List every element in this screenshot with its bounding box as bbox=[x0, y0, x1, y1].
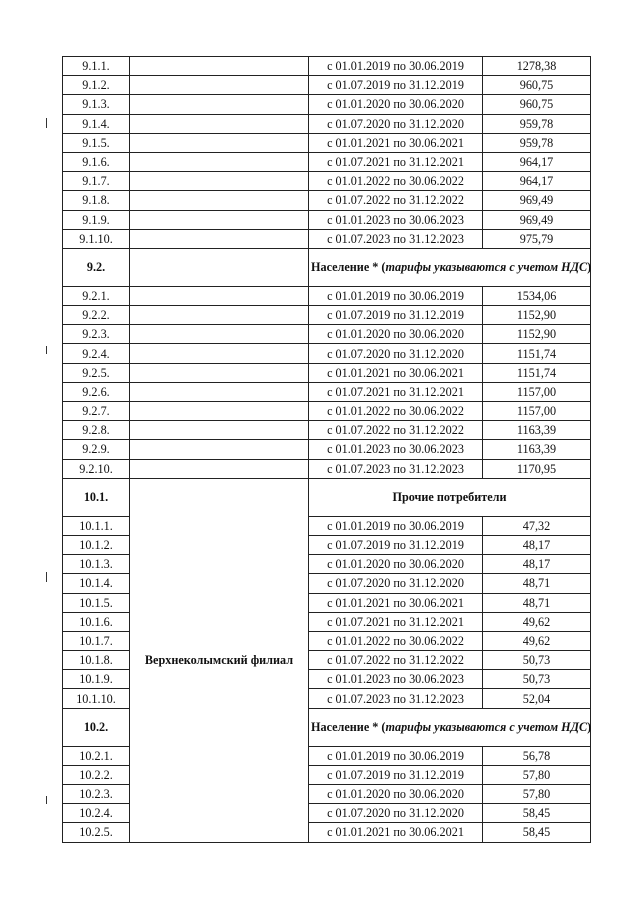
row-number: 10.1.2. bbox=[63, 535, 130, 554]
period-cell: с 01.07.2021 по 31.12.2021 bbox=[309, 612, 483, 631]
tariff-value: 52,04 bbox=[483, 689, 591, 708]
branch-cell-empty bbox=[130, 57, 309, 76]
branch-cell-empty bbox=[130, 133, 309, 152]
period-cell: с 01.01.2022 по 30.06.2022 bbox=[309, 402, 483, 421]
category-note: тарифы указываются с учетом НДС bbox=[385, 720, 588, 735]
tariff-value: 57,80 bbox=[483, 785, 591, 804]
row-number: 9.2.8. bbox=[63, 421, 130, 440]
period-cell: с 01.07.2020 по 31.12.2020 bbox=[309, 574, 483, 593]
section-header-row bbox=[63, 248, 591, 286]
table-row bbox=[63, 344, 591, 363]
table-row bbox=[63, 114, 591, 133]
period-cell: с 01.01.2020 по 30.06.2020 bbox=[309, 325, 483, 344]
table-row bbox=[63, 306, 591, 325]
row-number: 9.1.2. bbox=[63, 76, 130, 95]
tariff-value: 48,71 bbox=[483, 574, 591, 593]
branch-cell-empty bbox=[130, 248, 309, 286]
branch-cell-empty bbox=[130, 210, 309, 229]
row-number: 9.1.4. bbox=[63, 114, 130, 133]
section-code: 9.2. bbox=[63, 248, 130, 286]
tariff-value: 964,17 bbox=[483, 152, 591, 171]
section-header-row bbox=[63, 478, 591, 516]
tariff-value: 1151,74 bbox=[483, 363, 591, 382]
tariff-value: 57,80 bbox=[483, 765, 591, 784]
tariff-value: 960,75 bbox=[483, 95, 591, 114]
row-number: 9.2.9. bbox=[63, 440, 130, 459]
tariff-value: 48,71 bbox=[483, 593, 591, 612]
period-cell: с 01.01.2023 по 30.06.2023 bbox=[309, 440, 483, 459]
table-row bbox=[63, 363, 591, 382]
tariff-table bbox=[62, 56, 591, 843]
category-label-text: Население * ( bbox=[311, 260, 386, 275]
tariff-value: 1152,90 bbox=[483, 306, 591, 325]
tariff-value: 959,78 bbox=[483, 114, 591, 133]
table-row bbox=[63, 440, 591, 459]
row-number: 9.1.9. bbox=[63, 210, 130, 229]
period-cell: с 01.01.2020 по 30.06.2020 bbox=[309, 555, 483, 574]
table-row bbox=[63, 402, 591, 421]
branch-cell-empty bbox=[130, 95, 309, 114]
tariff-value: 1163,39 bbox=[483, 440, 591, 459]
period-cell: с 01.07.2022 по 31.12.2022 bbox=[309, 651, 483, 670]
branch-cell-empty bbox=[130, 306, 309, 325]
row-number: 10.2.1. bbox=[63, 746, 130, 765]
table-row bbox=[63, 382, 591, 401]
branch-cell-empty bbox=[130, 114, 309, 133]
scan-margin-mark bbox=[46, 572, 47, 582]
tariff-value: 48,17 bbox=[483, 555, 591, 574]
row-number: 9.2.3. bbox=[63, 325, 130, 344]
period-cell: с 01.07.2021 по 31.12.2021 bbox=[309, 152, 483, 171]
period-cell: с 01.01.2023 по 30.06.2023 bbox=[309, 670, 483, 689]
table-row bbox=[63, 57, 591, 76]
period-cell: с 01.07.2019 по 31.12.2019 bbox=[309, 535, 483, 554]
table-row bbox=[63, 133, 591, 152]
branch-cell-empty bbox=[130, 440, 309, 459]
table-row bbox=[63, 191, 591, 210]
period-cell: с 01.07.2019 по 31.12.2019 bbox=[309, 76, 483, 95]
category-note: тарифы указываются с учетом НДС bbox=[385, 260, 588, 275]
table-row bbox=[63, 286, 591, 305]
tariff-value: 50,73 bbox=[483, 651, 591, 670]
tariff-value: 48,17 bbox=[483, 535, 591, 554]
row-number: 10.1.6. bbox=[63, 612, 130, 631]
period-cell: с 01.01.2021 по 30.06.2021 bbox=[309, 593, 483, 612]
row-number: 9.2.4. bbox=[63, 344, 130, 363]
branch-cell-empty bbox=[130, 459, 309, 478]
category-label: Прочие потребители bbox=[309, 478, 591, 516]
table-row bbox=[63, 172, 591, 191]
row-number: 10.1.5. bbox=[63, 593, 130, 612]
row-number: 9.2.2. bbox=[63, 306, 130, 325]
tariff-value: 56,78 bbox=[483, 746, 591, 765]
period-cell: с 01.07.2020 по 31.12.2020 bbox=[309, 804, 483, 823]
scan-margin-mark bbox=[46, 346, 47, 354]
branch-cell-empty bbox=[130, 172, 309, 191]
tariff-value: 58,45 bbox=[483, 804, 591, 823]
row-number: 10.2.2. bbox=[63, 765, 130, 784]
period-cell: с 01.07.2019 по 31.12.2019 bbox=[309, 306, 483, 325]
row-number: 9.2.10. bbox=[63, 459, 130, 478]
row-number: 10.2.3. bbox=[63, 785, 130, 804]
row-number: 10.1.3. bbox=[63, 555, 130, 574]
category-label-text: Население * ( bbox=[311, 720, 386, 735]
tariff-value: 960,75 bbox=[483, 76, 591, 95]
row-number: 10.2.5. bbox=[63, 823, 130, 842]
category-label-text: ) bbox=[587, 260, 592, 275]
row-number: 10.2.4. bbox=[63, 804, 130, 823]
table-row bbox=[63, 421, 591, 440]
period-cell: с 01.07.2023 по 31.12.2023 bbox=[309, 229, 483, 248]
branch-cell-empty bbox=[130, 325, 309, 344]
row-number: 10.1.7. bbox=[63, 631, 130, 650]
tariff-value: 1157,00 bbox=[483, 402, 591, 421]
row-number: 10.1.8. bbox=[63, 651, 130, 670]
tariff-value: 1157,00 bbox=[483, 382, 591, 401]
category-label bbox=[309, 248, 591, 286]
period-cell: с 01.07.2019 по 31.12.2019 bbox=[309, 765, 483, 784]
row-number: 9.1.6. bbox=[63, 152, 130, 171]
row-number: 9.2.6. bbox=[63, 382, 130, 401]
period-cell: с 01.01.2022 по 30.06.2022 bbox=[309, 172, 483, 191]
row-number: 9.1.5. bbox=[63, 133, 130, 152]
branch-cell-empty bbox=[130, 382, 309, 401]
tariff-value: 975,79 bbox=[483, 229, 591, 248]
period-cell: с 01.01.2021 по 30.06.2021 bbox=[309, 823, 483, 842]
row-number: 10.1.1. bbox=[63, 516, 130, 535]
table-row bbox=[63, 152, 591, 171]
row-number: 9.1.7. bbox=[63, 172, 130, 191]
period-cell: с 01.07.2021 по 31.12.2021 bbox=[309, 382, 483, 401]
tariff-value: 49,62 bbox=[483, 631, 591, 650]
period-cell: с 01.07.2022 по 31.12.2022 bbox=[309, 421, 483, 440]
branch-cell-empty bbox=[130, 191, 309, 210]
period-cell: с 01.01.2020 по 30.06.2020 bbox=[309, 95, 483, 114]
row-number: 9.2.1. bbox=[63, 286, 130, 305]
branch-cell-empty bbox=[130, 229, 309, 248]
tariff-value: 1163,39 bbox=[483, 421, 591, 440]
tariff-value: 969,49 bbox=[483, 191, 591, 210]
row-number: 9.2.5. bbox=[63, 363, 130, 382]
branch-cell-empty bbox=[130, 76, 309, 95]
tariff-value: 959,78 bbox=[483, 133, 591, 152]
branch-cell-empty bbox=[130, 344, 309, 363]
tariff-value: 50,73 bbox=[483, 670, 591, 689]
table-row bbox=[63, 459, 591, 478]
tariff-value: 969,49 bbox=[483, 210, 591, 229]
category-label-text: ) bbox=[587, 720, 592, 735]
table-row bbox=[63, 325, 591, 344]
period-cell: с 01.01.2019 по 30.06.2019 bbox=[309, 516, 483, 535]
section-code: 10.2. bbox=[63, 708, 130, 746]
tariff-value: 58,45 bbox=[483, 823, 591, 842]
table-row bbox=[63, 95, 591, 114]
row-number: 9.2.7. bbox=[63, 402, 130, 421]
branch-cell-empty bbox=[130, 152, 309, 171]
period-cell: с 01.07.2022 по 31.12.2022 bbox=[309, 191, 483, 210]
period-cell: с 01.01.2021 по 30.06.2021 bbox=[309, 133, 483, 152]
table-row bbox=[63, 210, 591, 229]
section-code: 10.1. bbox=[63, 478, 130, 516]
table-row bbox=[63, 229, 591, 248]
period-cell: с 01.07.2023 по 31.12.2023 bbox=[309, 689, 483, 708]
scan-margin-mark bbox=[46, 118, 47, 128]
period-cell: с 01.07.2020 по 31.12.2020 bbox=[309, 344, 483, 363]
period-cell: с 01.01.2019 по 30.06.2019 bbox=[309, 286, 483, 305]
period-cell: с 01.07.2020 по 31.12.2020 bbox=[309, 114, 483, 133]
tariff-value: 1152,90 bbox=[483, 325, 591, 344]
row-number: 10.1.9. bbox=[63, 670, 130, 689]
scan-margin-mark bbox=[46, 796, 47, 804]
period-cell: с 01.01.2022 по 30.06.2022 bbox=[309, 631, 483, 650]
row-number: 9.1.1. bbox=[63, 57, 130, 76]
period-cell: с 01.01.2021 по 30.06.2021 bbox=[309, 363, 483, 382]
table-row bbox=[63, 76, 591, 95]
row-number: 9.1.3. bbox=[63, 95, 130, 114]
period-cell: с 01.01.2020 по 30.06.2020 bbox=[309, 785, 483, 804]
category-label bbox=[309, 708, 591, 746]
tariff-value: 1278,38 bbox=[483, 57, 591, 76]
tariff-value: 1170,95 bbox=[483, 459, 591, 478]
period-cell: с 01.07.2023 по 31.12.2023 bbox=[309, 459, 483, 478]
tariff-value: 964,17 bbox=[483, 172, 591, 191]
tariff-value: 47,32 bbox=[483, 516, 591, 535]
row-number: 9.1.8. bbox=[63, 191, 130, 210]
branch-cell-empty bbox=[130, 363, 309, 382]
branch-name: Верхнеколымский филиал bbox=[130, 478, 309, 842]
row-number: 10.1.10. bbox=[63, 689, 130, 708]
period-cell: с 01.01.2019 по 30.06.2019 bbox=[309, 746, 483, 765]
tariff-value: 1534,06 bbox=[483, 286, 591, 305]
row-number: 10.1.4. bbox=[63, 574, 130, 593]
branch-cell-empty bbox=[130, 421, 309, 440]
branch-cell-empty bbox=[130, 402, 309, 421]
period-cell: с 01.01.2019 по 30.06.2019 bbox=[309, 57, 483, 76]
branch-cell-empty bbox=[130, 286, 309, 305]
tariff-value: 49,62 bbox=[483, 612, 591, 631]
tariff-value: 1151,74 bbox=[483, 344, 591, 363]
row-number: 9.1.10. bbox=[63, 229, 130, 248]
period-cell: с 01.01.2023 по 30.06.2023 bbox=[309, 210, 483, 229]
